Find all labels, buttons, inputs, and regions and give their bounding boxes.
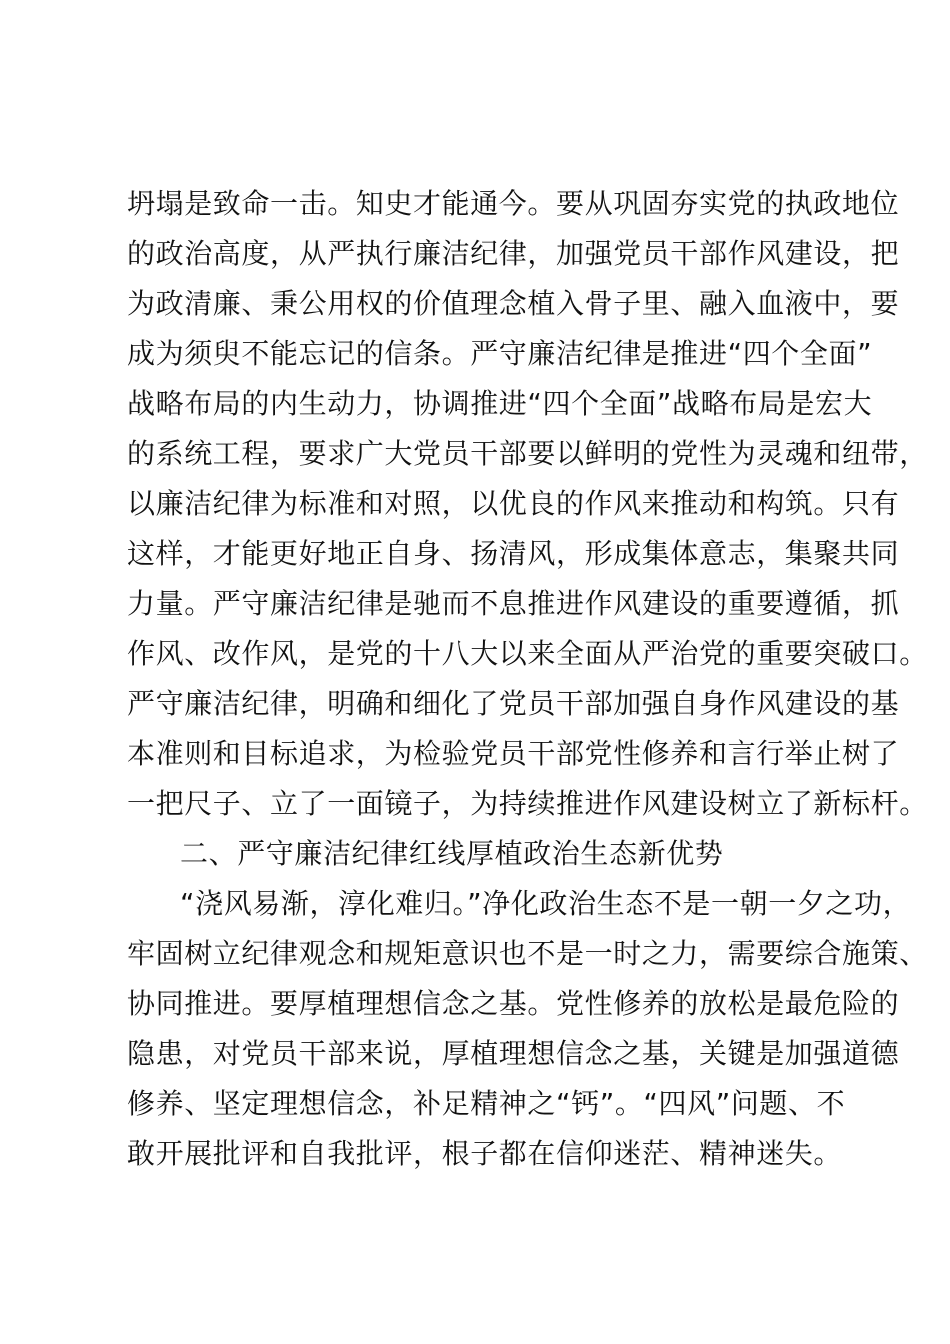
body-text-line: 的政治高度，从严执行廉洁纪律，加强党员干部作风建设，把 [127,237,900,270]
body-text-line: 的系统工程，要求广大党员干部要以鲜明的党性为灵魂和纽带， [127,437,928,470]
body-text-line: 一把尺子、立了一面镜子，为持续推进作风建设树立了新标杆。 [127,787,928,820]
body-text-line: 战略布局的内生动力，协调推进“四个全面”战略布局是宏大 [127,387,873,420]
body-text-line: 隐患，对党员干部来说，厚植理想信念之基，关键是加强道德 [127,1037,900,1070]
section-heading: 二、严守廉洁纪律红线厚植政治生态新优势 [180,837,724,870]
body-text-line: 以廉洁纪律为标准和对照，以优良的作风来推动和构筑。只有 [127,487,900,520]
body-text-line: 严守廉洁纪律，明确和细化了党员干部加强自身作风建设的基 [127,687,900,720]
body-text-line: 协同推进。要厚植理想信念之基。党性修养的放松是最危险的 [127,987,900,1020]
body-text-line: “浇风易渐，淳化难归。”净化政治生态不是一朝一夕之功， [180,887,912,920]
body-text-line: 坍塌是致命一击。知史才能通今。要从巩固夯实党的执政地位 [127,187,900,220]
body-text-line: 修养、坚定理想信念，补足精神之“钙”。“四风”问题、不 [127,1087,846,1120]
body-text-line: 为政清廉、秉公用权的价值理念植入骨子里、融入血液中，要 [127,287,900,320]
body-text-line: 作风、改作风，是党的十八大以来全面从严治党的重要突破口。 [127,637,928,670]
body-text-line: 本准则和目标追求，为检验党员干部党性修养和言行举止树了 [127,737,900,770]
body-text-line: 力量。严守廉洁纪律是驰而不息推进作风建设的重要遵循，抓 [127,587,900,620]
body-text-line: 敢开展批评和自我批评，根子都在信仰迷茫、精神迷失。 [127,1137,843,1170]
body-text-line: 牢固树立纪律观念和规矩意识也不是一时之力，需要综合施策、 [127,937,928,970]
body-text-line: 成为须臾不能忘记的信条。严守廉洁纪律是推进“四个全面” [127,337,873,370]
body-text-line: 这样，才能更好地正自身、扬清风，形成集体意志，集聚共同 [127,537,900,570]
